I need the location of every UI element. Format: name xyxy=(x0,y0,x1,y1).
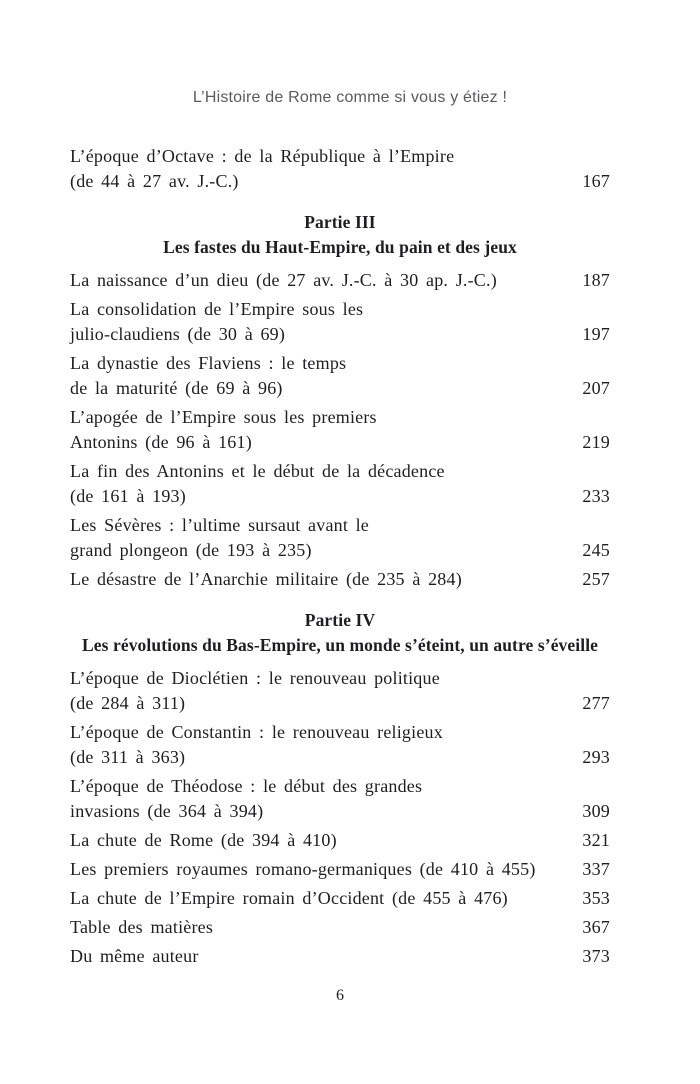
part-label: Partie IV xyxy=(304,610,376,630)
toc-entry xyxy=(70,459,610,509)
entry-page-number: 321 xyxy=(582,830,610,850)
entry-page-number: 167 xyxy=(582,171,610,191)
entry-title xyxy=(70,405,377,455)
toc-entry xyxy=(70,297,610,347)
entry-title xyxy=(70,944,199,969)
table-of-contents xyxy=(70,144,610,973)
entry-line: grand plongeon (de 193 à 235) xyxy=(70,540,312,560)
entry-title xyxy=(70,268,497,293)
entry-list xyxy=(70,268,610,596)
entry-title xyxy=(70,774,422,824)
entry-title xyxy=(70,886,508,911)
entry-line: julio-claudiens (de 30 à 69) xyxy=(70,324,286,344)
entry-title xyxy=(70,857,536,882)
part-title: Les révolutions du Bas-Empire, un monde s’éteint, un autre s’éveille xyxy=(81,635,599,655)
entry-page-number: 233 xyxy=(582,486,610,506)
entry-line: de la maturité (de 69 à 96) xyxy=(70,378,283,398)
toc-entry xyxy=(70,144,610,194)
entry-title xyxy=(70,567,462,592)
entry-page-number: 207 xyxy=(582,378,610,398)
entry-page-number: 353 xyxy=(582,888,610,908)
toc-entry xyxy=(70,567,610,592)
entry-title xyxy=(70,666,440,716)
entry-page-number: 367 xyxy=(582,917,610,937)
entry-page-number: 337 xyxy=(582,859,610,879)
part-heading xyxy=(70,210,610,260)
entry-line: La fin des Antonins et le début de la décadence xyxy=(70,461,445,481)
entry-title xyxy=(70,513,369,563)
toc-entry xyxy=(70,915,610,940)
entry-page-number: 257 xyxy=(582,569,610,589)
toc-section xyxy=(70,596,610,973)
toc-entry xyxy=(70,720,610,770)
entry-line: (de 161 à 193) xyxy=(70,486,186,506)
toc-section xyxy=(70,198,610,596)
toc-section xyxy=(70,144,610,198)
part-heading xyxy=(70,608,610,658)
entry-page-number: 187 xyxy=(582,270,610,290)
part-title: Les fastes du Haut-Empire, du pain et des jeux xyxy=(163,237,517,257)
entry-line: La naissance d’un dieu (de 27 av. J.-C. à 30 ap. J.-C.) xyxy=(70,270,497,290)
page-number: 6 xyxy=(336,987,344,1004)
entry-list xyxy=(70,144,610,198)
entry-line: La chute de Rome (de 394 à 410) xyxy=(70,830,337,850)
entry-line: invasions (de 364 à 394) xyxy=(70,801,264,821)
toc-entry xyxy=(70,666,610,716)
entry-line: L’apogée de l’Empire sous les premiers xyxy=(70,407,377,427)
toc-entry xyxy=(70,774,610,824)
toc-entry xyxy=(70,405,610,455)
toc-entry xyxy=(70,351,610,401)
entry-page-number: 373 xyxy=(582,946,610,966)
entry-title xyxy=(70,720,443,770)
toc-entry xyxy=(70,857,610,882)
entry-line: L’époque de Théodose : le début des grandes xyxy=(70,776,423,796)
toc-entry xyxy=(70,944,610,969)
entry-line: (de 311 à 363) xyxy=(70,747,186,767)
toc-entry xyxy=(70,268,610,293)
entry-line: Les Sévères : l’ultime sursaut avant le xyxy=(70,515,369,535)
entry-line: (de 284 à 311) xyxy=(70,693,186,713)
toc-entry xyxy=(70,886,610,911)
entry-page-number: 197 xyxy=(582,324,610,344)
entry-line: La dynastie des Flaviens : le temps xyxy=(70,353,347,373)
entry-title xyxy=(70,144,454,194)
entry-page-number: 219 xyxy=(582,432,610,452)
entry-title xyxy=(70,459,445,509)
entry-line: La consolidation de l’Empire sous les xyxy=(70,299,364,319)
entry-page-number: 277 xyxy=(582,693,610,713)
toc-entry xyxy=(70,513,610,563)
running-header: L’Histoire de Rome comme si vous y étiez ! xyxy=(192,89,508,106)
part-label: Partie III xyxy=(304,212,376,232)
entry-line: L’époque de Dioclétien : le renouveau politique xyxy=(70,668,440,688)
toc-entry xyxy=(70,828,610,853)
entry-line: Le désastre de l’Anarchie militaire (de 235 à 284) xyxy=(70,569,462,589)
entry-page-number: 309 xyxy=(582,801,610,821)
entry-title xyxy=(70,351,346,401)
entry-title xyxy=(70,297,363,347)
entry-page-number: 245 xyxy=(582,540,610,560)
entry-line: L’époque d’Octave : de la République à l’Empire xyxy=(70,146,455,166)
entry-line: L’époque de Constantin : le renouveau religieux xyxy=(70,722,443,742)
entry-line: Du même auteur xyxy=(70,946,199,966)
entry-line: Antonins (de 96 à 161) xyxy=(70,432,252,452)
entry-line: (de 44 à 27 av. J.-C.) xyxy=(70,171,239,191)
entry-line: La chute de l’Empire romain d’Occident (de 455 à 476) xyxy=(70,888,508,908)
entry-title xyxy=(70,828,337,853)
entry-title xyxy=(70,915,213,940)
entry-line: Table des matières xyxy=(70,917,214,937)
entry-list xyxy=(70,666,610,973)
entry-line: Les premiers royaumes romano-germaniques (de 410 à 455) xyxy=(70,859,536,879)
entry-page-number: 293 xyxy=(582,747,610,767)
